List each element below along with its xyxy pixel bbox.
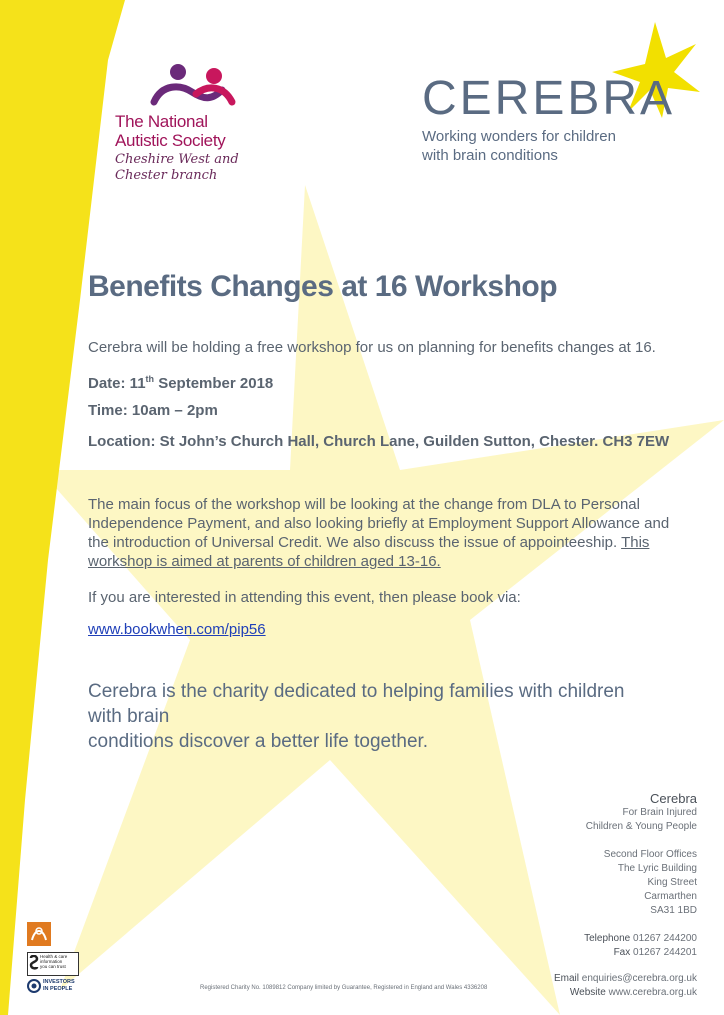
iip-line1: INVESTORS	[43, 979, 75, 985]
nas-name-line2: Autistic Society	[115, 131, 226, 150]
booking-link[interactable]: www.bookwhen.com/pip56	[88, 621, 266, 638]
date-prefix: Date: 11	[88, 375, 146, 392]
email-row	[554, 972, 697, 986]
health-care-badge-text	[40, 954, 67, 969]
focus-line3-underlined: This	[621, 534, 650, 551]
website-url[interactable]: www.cerebra.org.uk	[608, 987, 697, 998]
focus-line3	[88, 533, 649, 552]
hic-line3: you can trust	[40, 964, 66, 969]
event-location: Location: St John’s Church Hall, Church Lane, Guilden Sutton, Chester. CH3 7EW	[88, 433, 670, 450]
fax-number: 01267 244201	[633, 947, 697, 958]
email-address[interactable]: enquiries@cerebra.org.uk	[581, 973, 697, 984]
nas-name-line1: The National	[115, 112, 208, 131]
website-label: Website	[569, 987, 606, 998]
accreditation-emblem-icon	[27, 922, 51, 946]
address-line5: SA31 1BD	[650, 905, 697, 916]
address-sub1: For Brain Injured	[622, 807, 697, 818]
focus-line1: The main focus of the workshop will be looking at the change from DLA to Personal	[88, 496, 640, 513]
investors-in-people-badge	[27, 979, 97, 993]
hic-line2: information	[40, 959, 63, 964]
accreditation-logo	[27, 922, 51, 946]
event-date	[88, 370, 273, 393]
website-row	[554, 986, 697, 1000]
focus-line2: Independence Payment, and also looking briefly at Employment Support Allowance and	[88, 515, 670, 532]
event-time: Time: 10am – 2pm	[88, 402, 218, 419]
booking-link-row	[88, 620, 266, 639]
closing-statement	[88, 679, 658, 754]
telephone-label: Telephone	[584, 933, 631, 944]
date-suffix: September 2018	[154, 375, 274, 392]
registration-footer: Registered Charity No. 1089812 Company limited by Guarantee, Registered in England and Wales 4336208	[200, 985, 488, 991]
address-line1: Second Floor Offices	[603, 849, 697, 860]
health-care-information-badge	[27, 952, 79, 976]
focus-line3-text: the introduction of Universal Credit. We also discuss the issue of appointeeship.	[88, 534, 622, 551]
focus-line4: workshop is aimed at parents of children aged 13-16.	[88, 553, 441, 570]
page-title: Benefits Changes at 16 Workshop	[88, 270, 558, 303]
closing-line2: conditions discover a better life together.	[88, 731, 429, 752]
nas-branch-line2: Chester branch	[115, 168, 218, 183]
investors-in-people-icon	[27, 979, 41, 993]
telephone-row	[554, 932, 697, 946]
iip-line2: IN PEOPLE	[43, 985, 73, 992]
address-line3: King Street	[647, 877, 697, 888]
cerebra-tagline-line2: with brain conditions	[422, 147, 558, 164]
booking-text: If you are interested in attending this event, then please book via:	[88, 589, 521, 606]
date-ordinal: th	[145, 374, 155, 384]
intro-text: Cerebra will be holding a free workshop for us on planning for benefits changes at 16.	[88, 339, 656, 356]
address-sub2: Children & Young People	[585, 821, 697, 832]
address-org: Cerebra	[650, 791, 697, 806]
closing-line1: Cerebra is the charity dedicated to helping families with children with brain	[88, 681, 625, 727]
iip-text	[43, 979, 75, 992]
nas-figures-icon	[150, 62, 240, 112]
address-block	[554, 792, 697, 1000]
cerebra-wordmark: CEREBRA	[422, 72, 676, 125]
address-line4: Carmarthen	[644, 891, 697, 902]
hic-line1: Health & care	[40, 954, 68, 959]
address-line2: The Lyric Building	[617, 863, 697, 874]
nas-branch-line1: Cheshire West and	[115, 152, 239, 167]
fax-row	[554, 946, 697, 960]
information-standard-icon	[29, 955, 39, 971]
fax-label: Fax	[613, 947, 631, 958]
email-label: Email	[553, 973, 579, 984]
cerebra-tagline-line1: Working wonders for children	[422, 128, 616, 145]
telephone-number: 01267 244200	[633, 933, 697, 944]
